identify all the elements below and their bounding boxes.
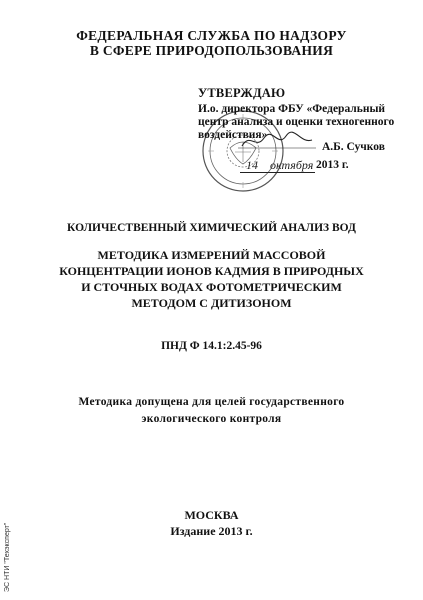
document-category: КОЛИЧЕСТВЕННЫЙ ХИМИЧЕСКИЙ АНАЛИЗ ВОД: [67, 222, 356, 234]
title-line-1: МЕТОДИКА ИЗМЕРЕНИЙ МАССОВОЙ: [97, 248, 326, 262]
signer-name: А.Б. Сучков: [322, 141, 385, 153]
city: МОСКВА: [184, 508, 239, 522]
document-title: [0, 247, 423, 311]
document-footer: [0, 507, 423, 539]
title-line-2: КОНЦЕНТРАЦИИ ИОНОВ КАДМИЯ В ПРИРОДНЫХ: [59, 264, 364, 278]
approval-note: [0, 394, 423, 428]
approval-title: УТВЕРЖДАЮ: [198, 86, 286, 100]
note-line-1: Методика допущена для целей государственного: [78, 396, 345, 408]
approval-year: 2013 г.: [316, 159, 349, 171]
signature: [238, 130, 318, 152]
title-line-4: МЕТОДОМ С ДИТИЗОНОМ: [131, 296, 292, 310]
side-watermark: ЭС НТИ "Техэксперт": [4, 522, 11, 592]
date-underline: [240, 172, 315, 173]
edition: Издание 2013 г.: [170, 524, 253, 538]
agency-line-2: В СФЕРЕ ПРИРОДОПОЛЬЗОВАНИЯ: [89, 43, 334, 58]
approval-date-month: октября: [270, 158, 314, 172]
document-code: ПНД Ф 14.1:2.45-96: [161, 340, 262, 352]
agency-header: [0, 28, 423, 58]
note-line-2: экологического контроля: [141, 413, 282, 425]
approval-line-2: центр анализа и оценки техногенного: [198, 116, 395, 128]
agency-line-1: ФЕДЕРАЛЬНАЯ СЛУЖБА ПО НАДЗОРУ: [76, 28, 347, 43]
approval-line-3: воздействия»: [198, 129, 268, 141]
approval-line-1: И.о. директора ФБУ «Федеральный: [198, 103, 386, 115]
approval-date-day: 14: [246, 158, 258, 172]
title-line-3: И СТОЧНЫХ ВОДАХ ФОТОМЕТРИЧЕСКИМ: [81, 280, 342, 294]
